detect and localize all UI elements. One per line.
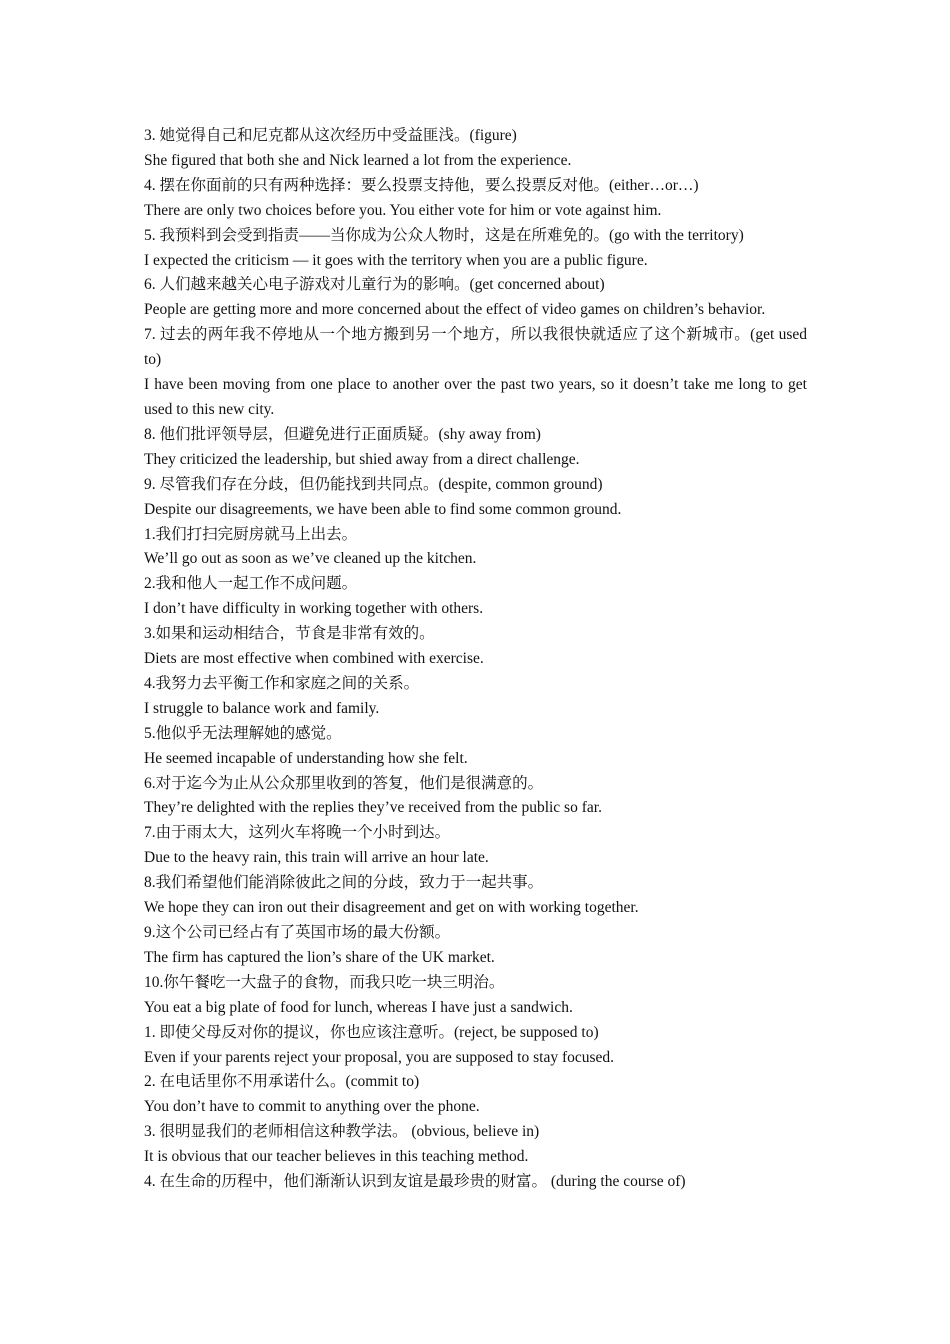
line-zh-s3-4: 4. 在生命的历程中，他们渐渐认识到友谊是最珍贵的财富。 (during the course of): [144, 1173, 686, 1191]
line-zh-s3-3: 3. 很明显我们的老师相信这种教学法。 (obvious, believe in): [144, 1123, 540, 1141]
line-en-5: I expected the criticism — it goes with the territory when you are a public figure.: [144, 251, 648, 269]
line-en-9: Despite our disagreements, we have been able to find some common ground.: [144, 500, 622, 518]
line-en-s2-10: You eat a big plate of food for lunch, whereas I have just a sandwich.: [144, 998, 573, 1016]
line-en-s2-3: Diets are most effective when combined with exercise.: [144, 650, 484, 668]
line-zh-s2-9: 9.这个公司已经占有了英国市场的最大份额。: [144, 924, 451, 941]
line-en-8: They criticized the leadership, but shied away from a direct challenge.: [144, 450, 580, 468]
line-zh-9: 9. 尽管我们存在分歧，但仍能找到共同点。(despite, common ground): [144, 475, 603, 493]
line-en-s3-3: It is obvious that our teacher believes in this teaching method.: [144, 1148, 529, 1166]
line-zh-s2-2: 2.我和他人一起工作不成问题。: [144, 575, 358, 593]
line-zh-s2-8: 8.我们希望他们能消除彼此之间的分歧，致力于一起共事。: [144, 874, 544, 892]
line-zh-s2-7: 7.由于雨太大，这列火车将晚一个小时到达。: [144, 824, 451, 842]
line-zh-s3-1: 1. 即使父母反对你的提议，你也应该注意听。(reject, be supposed to): [144, 1023, 599, 1041]
line-zh-8: 8. 他们批评领导层，但避免进行正面质疑。(shy away from): [144, 425, 541, 443]
line-zh-s2-4: 4.我努力去平衡工作和家庭之间的关系。: [144, 674, 420, 692]
line-en-3: She figured that both she and Nick learned a lot from the experience.: [144, 151, 572, 169]
line-zh-4: 4. 摆在你面前的只有两种选择：要么投票支持他，要么投票反对他。(either…or…): [144, 176, 699, 194]
line-en-s2-1: We’ll go out as soon as we’ve cleaned up the kitchen.: [144, 550, 477, 568]
line-en-s2-4: I struggle to balance work and family.: [144, 699, 380, 717]
line-zh-5: 5. 我预料到会受到指责——当你成为公众人物时，这是在所难免的。(go with the territory): [144, 226, 744, 244]
line-en-s2-2: I don’t have difficulty in working together with others.: [144, 600, 484, 618]
line-zh-6: 6. 人们越来越关心电子游戏对儿童行为的影响。(get concerned about): [144, 276, 605, 294]
line-zh-s2-1: 1.我们打扫完厨房就马上出去。: [144, 525, 358, 543]
line-en-s2-5: He seemed incapable of understanding how she felt.: [144, 749, 468, 767]
line-zh-s2-5: 5.他似乎无法理解她的感觉。: [144, 724, 342, 742]
line-en-s3-2: You don’t have to commit to anything over the phone.: [144, 1098, 480, 1116]
line-zh-7: 7. 过去的两年我不停地从一个地方搬到另一个地方，所以我很快就适应了这个新城市。(get used to): [144, 326, 807, 369]
line-en-s2-9: The firm has captured the lion’s share of the UK market.: [144, 948, 495, 966]
line-en-4: There are only two choices before you. You either vote for him or vote against him.: [144, 201, 662, 219]
line-en-s2-7: Due to the heavy rain, this train will arrive an hour late.: [144, 849, 489, 867]
line-en-s2-6: They’re delighted with the replies they’ve received from the public so far.: [144, 799, 602, 817]
line-zh-s2-10: 10.你午餐吃一大盘子的食物，而我只吃一块三明治。: [144, 973, 505, 991]
line-zh-3: 3. 她觉得自己和尼克都从这次经历中受益匪浅。(figure): [144, 127, 517, 144]
document-body: [144, 124, 807, 1195]
line-zh-s3-2: 2. 在电话里你不用承诺什么。(commit to): [144, 1073, 420, 1091]
line-en-7: I have been moving from one place to another over the past two years, so it doesn’t take me long to get used to this new city.: [144, 376, 807, 418]
line-zh-s2-3: 3.如果和运动相结合，节食是非常有效的。: [144, 625, 435, 643]
line-en-s3-1: Even if your parents reject your proposal, you are supposed to stay focused.: [144, 1048, 615, 1066]
line-en-s2-8: We hope they can iron out their disagreement and get on with working together.: [144, 899, 639, 917]
line-zh-s2-6: 6.对于迄今为止从公众那里收到的答复，他们是很满意的。: [144, 774, 544, 792]
line-en-6: People are getting more and more concerned about the effect of video games on children’s behavior.: [144, 301, 766, 319]
